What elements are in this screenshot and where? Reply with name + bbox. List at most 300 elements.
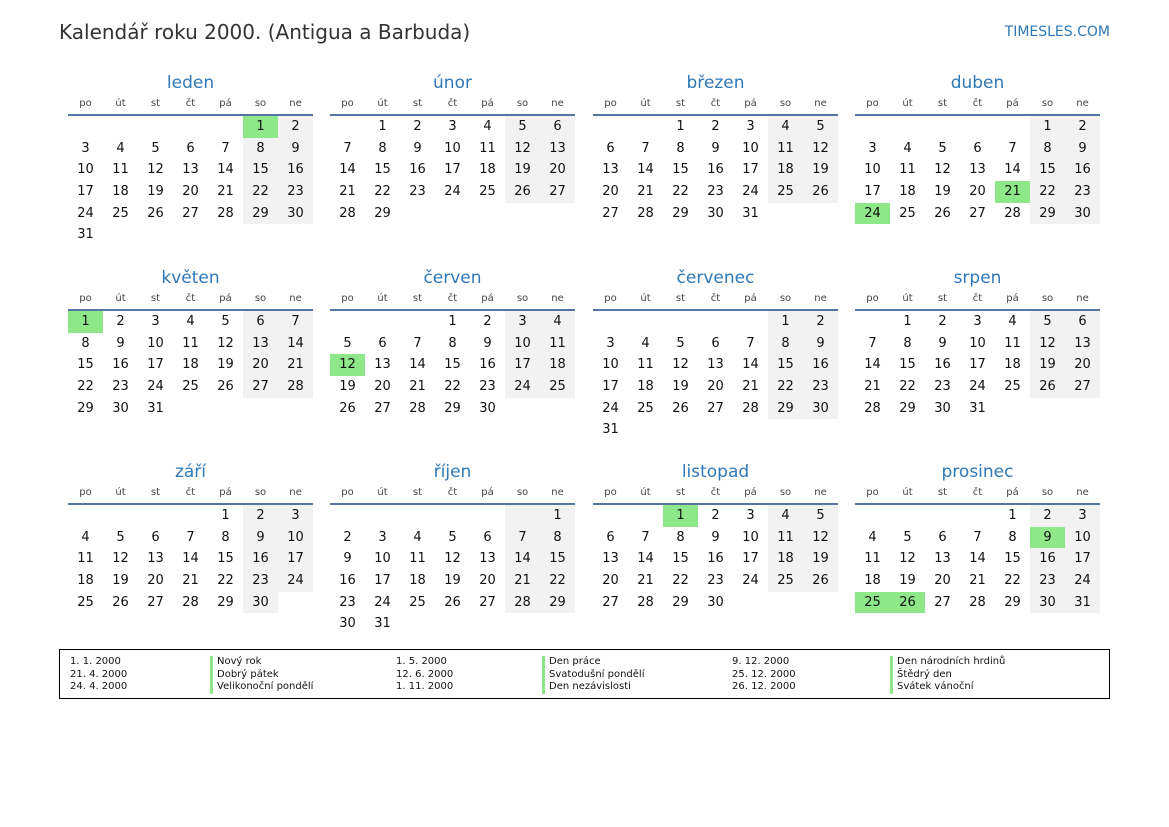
day-cell[interactable]: 25 [182,379,199,395]
day-cell[interactable]: 9 [116,335,125,351]
day-cell[interactable]: 12 [672,357,689,373]
day-cell[interactable]: 11 [768,138,803,160]
day-cell[interactable]: 2 [1030,505,1065,527]
day-cell[interactable]: 29 [374,205,391,221]
day-cell[interactable]: 28 [637,205,654,221]
day-cell[interactable]: 2 [711,508,720,523]
day-cell[interactable]: 30 [1030,592,1065,614]
day-cell[interactable]: 20 [374,379,391,395]
day-cell[interactable]: 19 [505,159,540,181]
day-cell[interactable]: 20 [934,573,951,589]
day-cell[interactable]: 12 [803,527,838,549]
day-cell[interactable]: 7 [641,140,650,156]
day-cell[interactable]: 1 [243,116,278,138]
day-cell[interactable]: 20 [1065,354,1100,376]
day-cell[interactable]: 27 [1065,376,1100,398]
day-cell[interactable]: 12 [217,335,234,351]
day-cell[interactable]: 9 [278,138,313,160]
day-cell[interactable]: 20 [540,159,575,181]
day-cell[interactable]: 20 [707,379,724,395]
day-cell[interactable]: 24 [969,379,986,395]
day-cell[interactable]: 30 [1065,203,1100,225]
day-cell[interactable]: 5 [1030,311,1065,333]
day-cell[interactable]: 5 [903,529,912,545]
day-cell[interactable]: 11 [479,140,496,156]
day-cell[interactable]: 28 [278,376,313,398]
day-cell[interactable]: 18 [1004,357,1021,373]
day-cell[interactable]: 12 [934,162,951,178]
day-cell[interactable]: 9 [483,335,492,351]
day-cell[interactable]: 21 [409,379,426,395]
day-cell[interactable]: 16 [934,357,951,373]
day-cell[interactable]: 8 [81,335,90,351]
day-cell[interactable]: 21 [217,184,234,200]
day-cell[interactable]: 15 [899,357,916,373]
day-cell[interactable]: 18 [899,184,916,200]
day-cell[interactable]: 13 [243,333,278,355]
day-cell[interactable]: 6 [243,311,278,333]
day-cell[interactable]: 25 [409,594,426,610]
day-cell[interactable]: 4 [768,116,803,138]
day-cell[interactable]: 1 [378,119,387,134]
day-cell[interactable]: 2 [483,314,492,329]
day-cell[interactable]: 11 [768,527,803,549]
day-cell[interactable]: 4 [768,505,803,527]
day-cell[interactable]: 4 [641,335,650,351]
day-cell[interactable]: 3 [378,529,387,545]
day-cell[interactable]: 8 [221,529,230,545]
day-cell[interactable]: 1 [663,505,698,527]
day-cell[interactable]: 5 [151,140,160,156]
day-cell[interactable]: 13 [934,551,951,567]
day-cell[interactable]: 11 [899,162,916,178]
day-cell[interactable]: 2 [803,311,838,333]
day-cell[interactable]: 29 [77,400,94,416]
day-cell[interactable]: 10 [602,357,619,373]
day-cell[interactable]: 14 [217,162,234,178]
day-cell[interactable]: 21 [637,184,654,200]
day-cell[interactable]: 26 [803,570,838,592]
day-cell[interactable]: 9 [243,527,278,549]
day-cell[interactable]: 3 [448,119,457,134]
day-cell[interactable]: 23 [707,184,724,200]
day-cell[interactable]: 16 [409,162,426,178]
day-cell[interactable]: 23 [409,184,426,200]
day-cell[interactable]: 27 [602,205,619,221]
day-cell[interactable]: 17 [864,184,881,200]
day-cell[interactable]: 12 [1030,333,1065,355]
day-cell[interactable]: 6 [540,116,575,138]
day-cell[interactable]: 18 [864,573,881,589]
day-cell[interactable]: 10 [444,140,461,156]
day-cell[interactable]: 27 [182,205,199,221]
day-cell[interactable]: 29 [444,400,461,416]
day-cell[interactable]: 18 [182,357,199,373]
day-cell[interactable]: 14 [969,551,986,567]
day-cell[interactable]: 15 [1030,159,1065,181]
day-cell[interactable]: 24 [278,570,313,592]
day-cell[interactable]: 19 [217,357,234,373]
day-cell[interactable]: 13 [602,551,619,567]
day-cell[interactable]: 26 [934,205,951,221]
day-cell[interactable]: 21 [505,570,540,592]
day-cell[interactable]: 3 [746,508,755,523]
day-cell[interactable]: 18 [409,573,426,589]
day-cell[interactable]: 25 [768,181,803,203]
day-cell[interactable]: 10 [864,162,881,178]
day-cell[interactable]: 23 [112,379,129,395]
day-cell[interactable]: 21 [995,181,1030,203]
day-cell[interactable]: 25 [637,400,654,416]
day-cell[interactable]: 26 [217,379,234,395]
day-cell[interactable]: 8 [1030,138,1065,160]
day-cell[interactable]: 19 [803,159,838,181]
day-cell[interactable]: 5 [116,529,125,545]
day-cell[interactable]: 14 [339,162,356,178]
day-cell[interactable]: 2 [343,529,352,545]
day-cell[interactable]: 19 [899,573,916,589]
day-cell[interactable]: 5 [221,314,230,329]
day-cell[interactable]: 2 [116,314,125,329]
day-cell[interactable]: 22 [243,181,278,203]
day-cell[interactable]: 15 [444,357,461,373]
day-cell[interactable]: 28 [969,594,986,610]
day-cell[interactable]: 23 [339,594,356,610]
day-cell[interactable]: 1 [1008,508,1017,523]
day-cell[interactable]: 1 [448,314,457,329]
day-cell[interactable]: 27 [147,594,164,610]
day-cell[interactable]: 19 [147,184,164,200]
day-cell[interactable]: 8 [903,335,912,351]
day-cell[interactable]: 30 [278,203,313,225]
day-cell[interactable]: 25 [479,184,496,200]
day-cell[interactable]: 11 [112,162,129,178]
day-cell[interactable]: 12 [899,551,916,567]
day-cell[interactable]: 31 [602,422,619,438]
day-cell[interactable]: 21 [182,573,199,589]
day-cell[interactable]: 27 [540,181,575,203]
day-cell[interactable]: 26 [1030,376,1065,398]
day-cell[interactable]: 10 [505,333,540,355]
day-cell[interactable]: 14 [637,162,654,178]
day-cell[interactable]: 21 [969,573,986,589]
day-cell[interactable]: 11 [182,335,199,351]
day-cell[interactable]: 5 [803,505,838,527]
day-cell[interactable]: 9 [711,529,720,545]
day-cell[interactable]: 27 [479,594,496,610]
day-cell[interactable]: 13 [707,357,724,373]
day-cell[interactable]: 17 [505,354,540,376]
day-cell[interactable]: 15 [77,357,94,373]
day-cell[interactable]: 29 [768,398,803,420]
day-cell[interactable]: 30 [339,616,356,632]
day-cell[interactable]: 29 [217,594,234,610]
day-cell[interactable]: 8 [676,529,685,545]
day-cell[interactable]: 18 [637,379,654,395]
day-cell[interactable]: 7 [868,335,877,351]
day-cell[interactable]: 8 [1008,529,1017,545]
day-cell[interactable]: 24 [742,573,759,589]
day-cell[interactable]: 26 [890,592,925,614]
day-cell[interactable]: 5 [343,335,352,351]
day-cell[interactable]: 9 [413,140,422,156]
day-cell[interactable]: 10 [77,162,94,178]
day-cell[interactable]: 19 [339,379,356,395]
day-cell[interactable]: 5 [505,116,540,138]
day-cell[interactable]: 30 [243,592,278,614]
day-cell[interactable]: 8 [540,527,575,549]
day-cell[interactable]: 24 [444,184,461,200]
day-cell[interactable]: 24 [742,184,759,200]
day-cell[interactable]: 23 [243,570,278,592]
day-cell[interactable]: 22 [899,379,916,395]
day-cell[interactable]: 22 [768,376,803,398]
day-cell[interactable]: 23 [707,573,724,589]
day-cell[interactable]: 29 [899,400,916,416]
day-cell[interactable]: 26 [147,205,164,221]
day-cell[interactable]: 6 [151,529,160,545]
day-cell[interactable]: 7 [505,527,540,549]
day-cell[interactable]: 31 [147,400,164,416]
day-cell[interactable]: 19 [112,573,129,589]
day-cell[interactable]: 24 [505,376,540,398]
day-cell[interactable]: 12 [505,138,540,160]
day-cell[interactable]: 10 [147,335,164,351]
day-cell[interactable]: 8 [243,138,278,160]
day-cell[interactable]: 13 [1065,333,1100,355]
day-cell[interactable]: 7 [343,140,352,156]
day-cell[interactable]: 16 [339,573,356,589]
day-cell[interactable]: 16 [243,548,278,570]
day-cell[interactable]: 19 [1030,354,1065,376]
day-cell[interactable]: 23 [479,379,496,395]
day-cell[interactable]: 14 [864,357,881,373]
day-cell[interactable]: 9 [1065,138,1100,160]
day-cell[interactable]: 8 [676,140,685,156]
day-cell[interactable]: 20 [602,184,619,200]
day-cell[interactable]: 3 [606,335,615,351]
day-cell[interactable]: 14 [742,357,759,373]
day-cell[interactable]: 26 [444,594,461,610]
day-cell[interactable]: 28 [409,400,426,416]
day-cell[interactable]: 26 [672,400,689,416]
day-cell[interactable]: 6 [186,140,195,156]
day-cell[interactable]: 27 [243,376,278,398]
day-cell[interactable]: 6 [378,335,387,351]
day-cell[interactable]: 20 [243,354,278,376]
day-cell[interactable]: 4 [186,314,195,329]
day-cell[interactable]: 21 [742,379,759,395]
day-cell[interactable]: 31 [77,227,94,243]
day-cell[interactable]: 7 [186,529,195,545]
day-cell[interactable]: 10 [742,529,759,545]
day-cell[interactable]: 6 [938,529,947,545]
day-cell[interactable]: 11 [637,357,654,373]
day-cell[interactable]: 15 [1004,551,1021,567]
day-cell[interactable]: 25 [1004,379,1021,395]
day-cell[interactable]: 9 [343,551,352,567]
day-cell[interactable]: 28 [742,400,759,416]
day-cell[interactable]: 17 [742,551,759,567]
day-cell[interactable]: 29 [672,594,689,610]
day-cell[interactable]: 16 [1065,159,1100,181]
day-cell[interactable]: 3 [973,314,982,329]
day-cell[interactable]: 15 [217,551,234,567]
day-cell[interactable]: 22 [672,184,689,200]
day-cell[interactable]: 23 [1065,181,1100,203]
day-cell[interactable]: 28 [505,592,540,614]
day-cell[interactable]: 28 [1004,205,1021,221]
day-cell[interactable]: 3 [278,505,313,527]
day-cell[interactable]: 17 [77,184,94,200]
day-cell[interactable]: 21 [637,573,654,589]
day-cell[interactable]: 20 [147,573,164,589]
day-cell[interactable]: 22 [217,573,234,589]
day-cell[interactable]: 1 [676,119,685,134]
day-cell[interactable]: 4 [903,140,912,156]
day-cell[interactable]: 19 [444,573,461,589]
day-cell[interactable]: 22 [1030,181,1065,203]
day-cell[interactable]: 14 [409,357,426,373]
day-cell[interactable]: 9 [1030,527,1065,549]
day-cell[interactable]: 22 [1004,573,1021,589]
day-cell[interactable]: 29 [1004,594,1021,610]
day-cell[interactable]: 11 [1004,335,1021,351]
day-cell[interactable]: 22 [540,570,575,592]
day-cell[interactable]: 5 [938,140,947,156]
day-cell[interactable]: 15 [540,548,575,570]
day-cell[interactable]: 16 [707,162,724,178]
day-cell[interactable]: 8 [378,140,387,156]
day-cell[interactable]: 10 [374,551,391,567]
day-cell[interactable]: 20 [969,184,986,200]
day-cell[interactable]: 10 [278,527,313,549]
day-cell[interactable]: 1 [68,311,103,333]
day-cell[interactable]: 4 [868,529,877,545]
day-cell[interactable]: 17 [278,548,313,570]
day-cell[interactable]: 18 [768,548,803,570]
day-cell[interactable]: 9 [711,140,720,156]
day-cell[interactable]: 11 [77,551,94,567]
day-cell[interactable]: 30 [707,594,724,610]
day-cell[interactable]: 12 [112,551,129,567]
day-cell[interactable]: 16 [278,159,313,181]
day-cell[interactable]: 20 [182,184,199,200]
day-cell[interactable]: 17 [444,162,461,178]
day-cell[interactable]: 5 [676,335,685,351]
day-cell[interactable]: 12 [147,162,164,178]
day-cell[interactable]: 28 [217,205,234,221]
day-cell[interactable]: 13 [374,357,391,373]
day-cell[interactable]: 3 [151,314,160,329]
day-cell[interactable]: 24 [77,205,94,221]
day-cell[interactable]: 6 [1065,311,1100,333]
day-cell[interactable]: 28 [864,400,881,416]
day-cell[interactable]: 30 [934,400,951,416]
day-cell[interactable]: 16 [112,357,129,373]
day-cell[interactable]: 1 [540,505,575,527]
day-cell[interactable]: 15 [768,354,803,376]
day-cell[interactable]: 11 [409,551,426,567]
day-cell[interactable]: 29 [672,205,689,221]
day-cell[interactable]: 10 [742,140,759,156]
day-cell[interactable]: 9 [938,335,947,351]
day-cell[interactable]: 10 [969,335,986,351]
day-cell[interactable]: 4 [413,529,422,545]
day-cell[interactable]: 18 [77,573,94,589]
day-cell[interactable]: 26 [803,181,838,203]
day-cell[interactable]: 13 [540,138,575,160]
day-cell[interactable]: 21 [278,354,313,376]
day-cell[interactable]: 20 [479,573,496,589]
day-cell[interactable]: 23 [934,379,951,395]
day-cell[interactable]: 23 [278,181,313,203]
day-cell[interactable]: 31 [969,400,986,416]
day-cell[interactable]: 7 [973,529,982,545]
day-cell[interactable]: 13 [602,162,619,178]
day-cell[interactable]: 27 [969,205,986,221]
day-cell[interactable]: 5 [448,529,457,545]
day-cell[interactable]: 15 [672,162,689,178]
day-cell[interactable]: 4 [116,140,125,156]
day-cell[interactable]: 30 [479,400,496,416]
day-cell[interactable]: 2 [1065,116,1100,138]
day-cell[interactable]: 16 [1030,548,1065,570]
day-cell[interactable]: 3 [1065,505,1100,527]
day-cell[interactable]: 21 [864,379,881,395]
day-cell[interactable]: 30 [112,400,129,416]
day-cell[interactable]: 29 [1030,203,1065,225]
day-cell[interactable]: 26 [505,181,540,203]
day-cell[interactable]: 6 [606,529,615,545]
day-cell[interactable]: 1 [903,314,912,329]
day-cell[interactable]: 22 [672,573,689,589]
day-cell[interactable]: 2 [278,116,313,138]
day-cell[interactable]: 8 [448,335,457,351]
day-cell[interactable]: 17 [742,162,759,178]
day-cell[interactable]: 23 [1030,570,1065,592]
day-cell[interactable]: 13 [147,551,164,567]
day-cell[interactable]: 2 [938,314,947,329]
day-cell[interactable]: 3 [746,119,755,134]
day-cell[interactable]: 14 [637,551,654,567]
day-cell[interactable]: 29 [243,203,278,225]
day-cell[interactable]: 4 [483,119,492,134]
day-cell[interactable]: 24 [147,379,164,395]
day-cell[interactable]: 28 [339,205,356,221]
day-cell[interactable]: 22 [77,379,94,395]
day-cell[interactable]: 24 [855,203,890,225]
day-cell[interactable]: 28 [182,594,199,610]
day-cell[interactable]: 23 [803,376,838,398]
day-cell[interactable]: 7 [413,335,422,351]
day-cell[interactable]: 31 [374,616,391,632]
day-cell[interactable]: 7 [221,140,230,156]
day-cell[interactable]: 25 [540,376,575,398]
day-cell[interactable]: 13 [182,162,199,178]
day-cell[interactable]: 16 [479,357,496,373]
day-cell[interactable]: 19 [672,379,689,395]
day-cell[interactable]: 24 [1065,570,1100,592]
day-cell[interactable]: 1 [221,508,230,523]
day-cell[interactable]: 14 [1004,162,1021,178]
day-cell[interactable]: 25 [112,205,129,221]
day-cell[interactable]: 26 [339,400,356,416]
day-cell[interactable]: 2 [711,119,720,134]
day-cell[interactable]: 27 [707,400,724,416]
day-cell[interactable]: 12 [444,551,461,567]
day-cell[interactable]: 17 [969,357,986,373]
